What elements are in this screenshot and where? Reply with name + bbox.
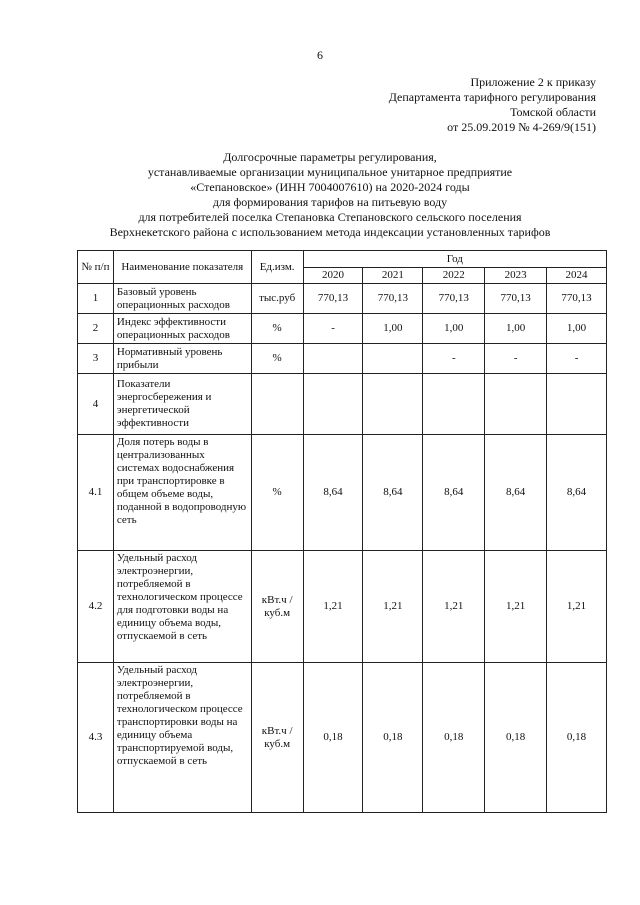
row-value: 1,00: [547, 314, 607, 344]
row-value: 0,18: [423, 663, 485, 813]
appendix-line: от 25.09.2019 № 4-269/9(151): [447, 120, 596, 134]
row-value: 0,18: [303, 663, 363, 813]
row-value: [423, 374, 485, 435]
row-value: 1,21: [303, 551, 363, 663]
header-year: 2021: [363, 268, 423, 284]
row-value: 770,13: [547, 284, 607, 314]
header-year: 2022: [423, 268, 485, 284]
title-line: Долгосрочные параметры регулирования,: [223, 150, 437, 164]
row-unit: кВт.ч / куб.м: [251, 551, 303, 663]
row-value: 0,18: [547, 663, 607, 813]
title-line: для потребителей поселка Степановка Степановского сельского поселения: [138, 210, 522, 224]
row-unit: %: [251, 435, 303, 551]
row-num: 4.3: [78, 663, 114, 813]
title-line: Верхнекетского района с использованием метода индексации установленных тарифов: [109, 225, 551, 239]
title-line: устанавливаемые организации муниципальное унитарное предприятие: [147, 165, 513, 179]
row-unit: кВт.ч / куб.м: [251, 663, 303, 813]
row-num: 4.1: [78, 435, 114, 551]
table-row: [78, 435, 607, 551]
row-value: 1,00: [423, 314, 485, 344]
title-line: для формирования тарифов на питьевую воду: [212, 195, 448, 209]
row-value: [303, 374, 363, 435]
header-unit: Ед.изм.: [251, 251, 303, 284]
row-num: 4: [78, 374, 114, 435]
row-value: -: [303, 314, 363, 344]
table-row: [78, 551, 607, 663]
table-row: [78, 284, 607, 314]
row-value: 770,13: [363, 284, 423, 314]
appendix-block: [389, 75, 596, 135]
row-value: -: [547, 344, 607, 374]
row-value: 1,21: [363, 551, 423, 663]
appendix-line: Департамента тарифного регулирования: [388, 90, 596, 104]
row-value: 8,64: [303, 435, 363, 551]
row-unit: [251, 374, 303, 435]
header-year: 2023: [485, 268, 547, 284]
appendix-line: Приложение 2 к приказу: [470, 75, 596, 89]
row-value: 1,00: [363, 314, 423, 344]
row-value: 8,64: [423, 435, 485, 551]
row-value: 1,00: [485, 314, 547, 344]
row-value: -: [485, 344, 547, 374]
header-name: Наименование показателя: [113, 251, 251, 284]
table-row: [78, 314, 607, 344]
row-value: [485, 374, 547, 435]
row-value: 770,13: [485, 284, 547, 314]
row-num: 3: [78, 344, 114, 374]
table-row: [78, 374, 607, 435]
row-value: 0,18: [363, 663, 423, 813]
row-value: [303, 344, 363, 374]
row-name: Доля потерь воды в централизованных системах водоснабжения при транспортировке в общем объеме воды, поданной в водопроводную сеть: [113, 435, 251, 551]
title-line: «Степановское» (ИНН 7004007610) на 2020-2024 годы: [190, 180, 470, 194]
row-value: [547, 374, 607, 435]
row-value: 1,21: [547, 551, 607, 663]
row-unit: %: [251, 314, 303, 344]
row-unit: %: [251, 344, 303, 374]
row-name: Базовый уровень операционных расходов: [113, 284, 251, 314]
table-row: [78, 344, 607, 374]
row-name: Удельный расход электроэнергии, потребляемой в технологическом процессе транспортировки воды на единицу объема транспортируемой воды, отпускаемой в сеть: [113, 663, 251, 813]
row-value: 1,21: [423, 551, 485, 663]
row-value: [363, 344, 423, 374]
row-name: Нормативный уровень прибыли: [113, 344, 251, 374]
header-year: 2024: [547, 268, 607, 284]
header-num: № п/п: [78, 251, 114, 284]
table-row: [78, 663, 607, 813]
row-num: 1: [78, 284, 114, 314]
row-name: Удельный расход электроэнергии, потребляемой в технологическом процессе для подготовки воды на единицу объема воды, отпускаемой в сеть: [113, 551, 251, 663]
row-num: 2: [78, 314, 114, 344]
row-value: 770,13: [303, 284, 363, 314]
header-year-group: Год: [303, 251, 606, 268]
row-name: Индекс эффективности операционных расходов: [113, 314, 251, 344]
row-value: 8,64: [485, 435, 547, 551]
row-unit: тыс.руб: [251, 284, 303, 314]
header-year: 2020: [303, 268, 363, 284]
row-value: 8,64: [363, 435, 423, 551]
row-value: 8,64: [547, 435, 607, 551]
row-value: [363, 374, 423, 435]
appendix-line: Томской области: [510, 105, 596, 119]
row-value: -: [423, 344, 485, 374]
document-title: [70, 150, 590, 240]
row-num: 4.2: [78, 551, 114, 663]
row-value: 0,18: [485, 663, 547, 813]
row-value: 1,21: [485, 551, 547, 663]
page-number: 6: [317, 48, 323, 62]
parameters-table: [77, 250, 607, 813]
row-name: Показатели энергосбережения и энергетической эффективности: [113, 374, 251, 435]
row-value: 770,13: [423, 284, 485, 314]
